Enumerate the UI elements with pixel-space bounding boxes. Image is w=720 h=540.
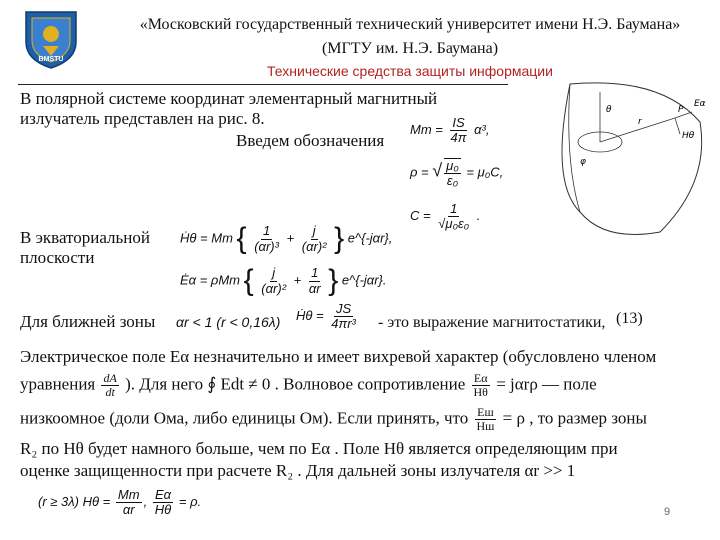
formula-rho: ρ = √ $\frac{\text{μ₀}}{\text{ε₀}}$ = μ₀C,	[410, 158, 504, 189]
formula-c-den: √μ₀ε₀	[438, 216, 470, 232]
formula-mm	[410, 116, 489, 146]
formula-h-theta-t1-num: 1	[262, 223, 271, 239]
figure-label-r: r	[638, 117, 642, 127]
formula-h-near-lhs: Ḣθ =	[296, 308, 324, 324]
body-line-2c: = jαrρ — поле	[496, 374, 597, 394]
formula-h-theta: Ḣθ = Mm { $\frac{1}{\text{(αr)³}}$ + $\frac{j}{\text{(αr)²}}$ } e^{-jαr},	[180, 222, 393, 255]
body-line-4: R₂ по Hθ будет намного больше, чем по Eα . Поле Hθ является определяющим при	[20, 439, 618, 458]
far-zone-ratio-num: Eα	[154, 487, 172, 502]
intro-line-3: Введем обозначения	[236, 131, 385, 150]
formula-e-alpha-t2-num: 1	[311, 265, 319, 281]
header-course-title: Технические средства защиты информации	[267, 63, 553, 79]
formula-far-zone: (r ≥ 3λ) Hθ = $\frac{Mm}{\alpha r}$ , $\frac{E\alpha}{H\theta}$ = ρ.	[38, 487, 202, 518]
body-line-2a: уравнения	[20, 374, 96, 394]
header-divider	[18, 84, 508, 85]
figure-label-p: P	[678, 105, 684, 115]
body-line-3b: = ρ , то размер зоны	[502, 408, 647, 428]
body-line-3a: низкоомное (доли Ома, либо единицы Ом). Если принять, что	[20, 408, 469, 428]
near-zone-label: Для ближней зоны	[20, 312, 156, 331]
formula-h-near-den: 4πr³	[331, 316, 356, 332]
formula-h-theta-t1-den: (αr)³	[254, 238, 279, 254]
far-zone-lhs: Hθ =	[82, 494, 111, 510]
body-z-den: Hθ	[473, 385, 488, 400]
body-ratio-num: Eш	[477, 405, 494, 419]
formula-h-near	[296, 302, 360, 332]
header-abbreviation: (МГТУ им. Н.Э. Баумана)	[321, 40, 499, 57]
far-zone-num: Mm	[117, 487, 140, 502]
far-zone-ratio-den: Hθ	[154, 502, 172, 518]
formula-c-lhs: C =	[410, 208, 431, 224]
far-zone-condition: (r ≥ 3λ)	[38, 494, 79, 510]
body-line-1: Электрическое поле Eα незначительно и имеет вихревой характер (обусловлено членом	[20, 347, 657, 366]
formula-h-theta-tail: e^{-jαr},	[347, 230, 393, 246]
formula-mm-tail: α³,	[474, 122, 490, 138]
formula-h-near-num: JS	[336, 301, 352, 316]
body-line-2b: ). Для него ∮ Edt ≠ 0 . Волновое сопротивление	[125, 374, 466, 394]
formula-c	[410, 202, 480, 232]
body-line-3	[20, 406, 700, 433]
formula-mm-lhs: Mm =	[410, 122, 443, 138]
intro-line-1: В полярной системе координат элементарный магнитный	[20, 89, 438, 108]
near-zone-result: - это выражение магнитостатики,	[378, 314, 606, 331]
figure-label-h-theta: Hθ	[682, 131, 695, 141]
far-zone-den: αr	[122, 502, 135, 518]
formula-e-alpha-t2-den: αr	[308, 280, 321, 296]
formula-e-alpha: Ėα = ρMm { $\frac{j}{\text{(αr)²}}$ + $\frac{1}{\alpha r}$ } e^{-jαr}.	[180, 264, 387, 297]
logo-text: BMSTU	[38, 56, 64, 63]
formula-h-theta-t2-num: j	[312, 223, 316, 239]
formula-mm-den: 4π	[450, 130, 467, 146]
figure-label-e-alpha: Eα	[694, 99, 706, 109]
intro-line-2: излучатель представлен на рис. 8.	[20, 109, 265, 128]
body-dadt-num: dA	[103, 371, 117, 385]
body-line-5: оценке защищенности при расчете R₂ . Для дальней зоны излучателя αr >> 1	[20, 461, 576, 480]
formula-e-alpha-lhs: Ėα = ρMm	[180, 272, 241, 288]
formula-c-tail: .	[476, 208, 481, 224]
formula-e-alpha-tail: e^{-jαr}.	[341, 272, 387, 288]
formula-e-alpha-t1-num: j	[272, 265, 276, 281]
near-zone-condition: αr < 1 (r < 0,16λ)	[176, 314, 281, 330]
equation-number: (13)	[616, 310, 643, 327]
formula-c-num: 1	[450, 201, 458, 216]
far-zone-tail: = ρ.	[178, 494, 202, 510]
formula-rho-lhs: ρ =	[410, 164, 429, 180]
formula-e-alpha-t1-den: (αr)²	[261, 280, 287, 296]
body-z-num: Eα	[473, 371, 488, 385]
header-university-name: «Московский государственный технический университет имени Н.Э. Баумана»	[139, 16, 681, 33]
equatorial-label-2: плоскости	[20, 248, 95, 267]
formula-rho-den: ε₀	[446, 173, 459, 189]
radiator-figure	[510, 72, 715, 247]
formula-rho-tail: = μ₀C,	[466, 164, 504, 180]
page-number: 9	[664, 506, 671, 518]
equatorial-label-1: В экваториальной	[20, 228, 150, 247]
body-line-2	[20, 372, 700, 399]
formula-mm-num: IS	[452, 115, 465, 130]
formula-h-theta-lhs: Ḣθ = Mm	[180, 230, 233, 246]
body-dadt-den: dt	[105, 385, 115, 400]
figure-label-phi: φ	[580, 157, 586, 167]
formula-h-theta-t2-den: (αr)²	[301, 238, 327, 254]
figure-label-theta: θ	[606, 105, 612, 115]
formula-rho-num: μ₀	[446, 158, 459, 173]
body-ratio-den: Hш	[476, 419, 495, 434]
